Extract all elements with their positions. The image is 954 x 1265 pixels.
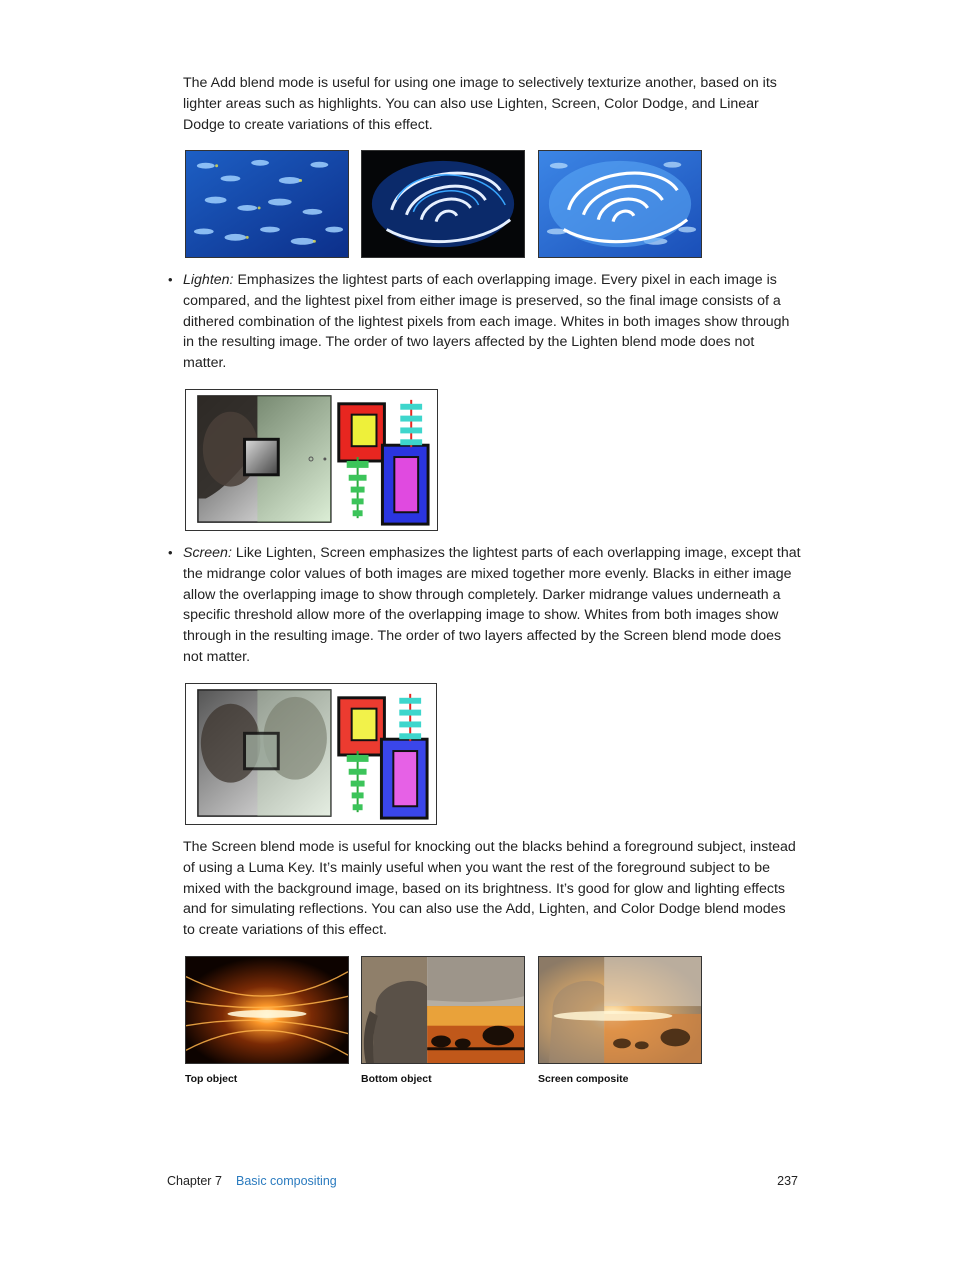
caption-screen-composite: Screen composite — [538, 1073, 629, 1085]
screen-composite-image — [538, 956, 702, 1064]
top-object-image — [185, 956, 349, 1064]
screen-paragraph: The Screen blend mode is useful for knocking out the blacks behind a foreground subject, instead of using a Luma Key. It’s mainly useful when you want the rest of the foreground subject to be mixed with the background image, based on its brightness. It’s good for glow and lighting effects and for simulating reflections. You can also use the Add, Lighten, and Color Dodge blend modes to create variations of this effect. — [183, 839, 796, 939]
footer-section-link[interactable]: Basic compositing — [236, 1174, 337, 1188]
page-number: 237 — [777, 1174, 798, 1188]
lighten-description: Emphasizes the lightest parts of each overlapping image. Every pixel in each image is compared, and the lightest pixel from either image is preserved, so the final image consists of a dithered combination of the lightest pixels from each image. Whites in both images show through in the resulting image. The order of two layers affected by the Lighten blend mode does not matter. — [183, 272, 790, 372]
fish-school-image — [185, 150, 349, 258]
lighten-term: Lighten: — [183, 272, 234, 288]
angelfish-image — [361, 150, 525, 258]
add-composite-image — [538, 150, 702, 258]
caption-bottom-object: Bottom object — [361, 1073, 432, 1085]
lighten-bullet — [183, 270, 801, 374]
bottom-object-image — [361, 956, 525, 1064]
lighten-example-image — [185, 389, 438, 531]
intro-paragraph: The Add blend mode is useful for using one image to selectively texturize another, based on its lighter areas such as highlights. You can also use Lighten, Screen, Color Dodge, and Linear Dodge to create variations of this effect. — [183, 75, 777, 133]
footer-chapter: Chapter 7 — [167, 1174, 222, 1188]
caption-top-object: Top object — [185, 1073, 238, 1085]
screen-bullet — [183, 543, 801, 668]
bullet-marker: • — [168, 545, 173, 560]
screen-description: Like Lighten, Screen emphasizes the lightest parts of each overlapping image, except that the midrange color values of both images are mixed together more evenly. Blacks in either image allow the overlapping image to show through completely. Darker midrange values underneath a specific threshold allow more of the overlapping image to show. Whites from both images show through in the resulting image. The order of two layers affected by the Screen blend mode does not matter. — [183, 545, 801, 665]
bullet-marker: • — [168, 272, 173, 287]
screen-term: Screen: — [183, 545, 232, 561]
screen-example-image — [185, 683, 437, 825]
